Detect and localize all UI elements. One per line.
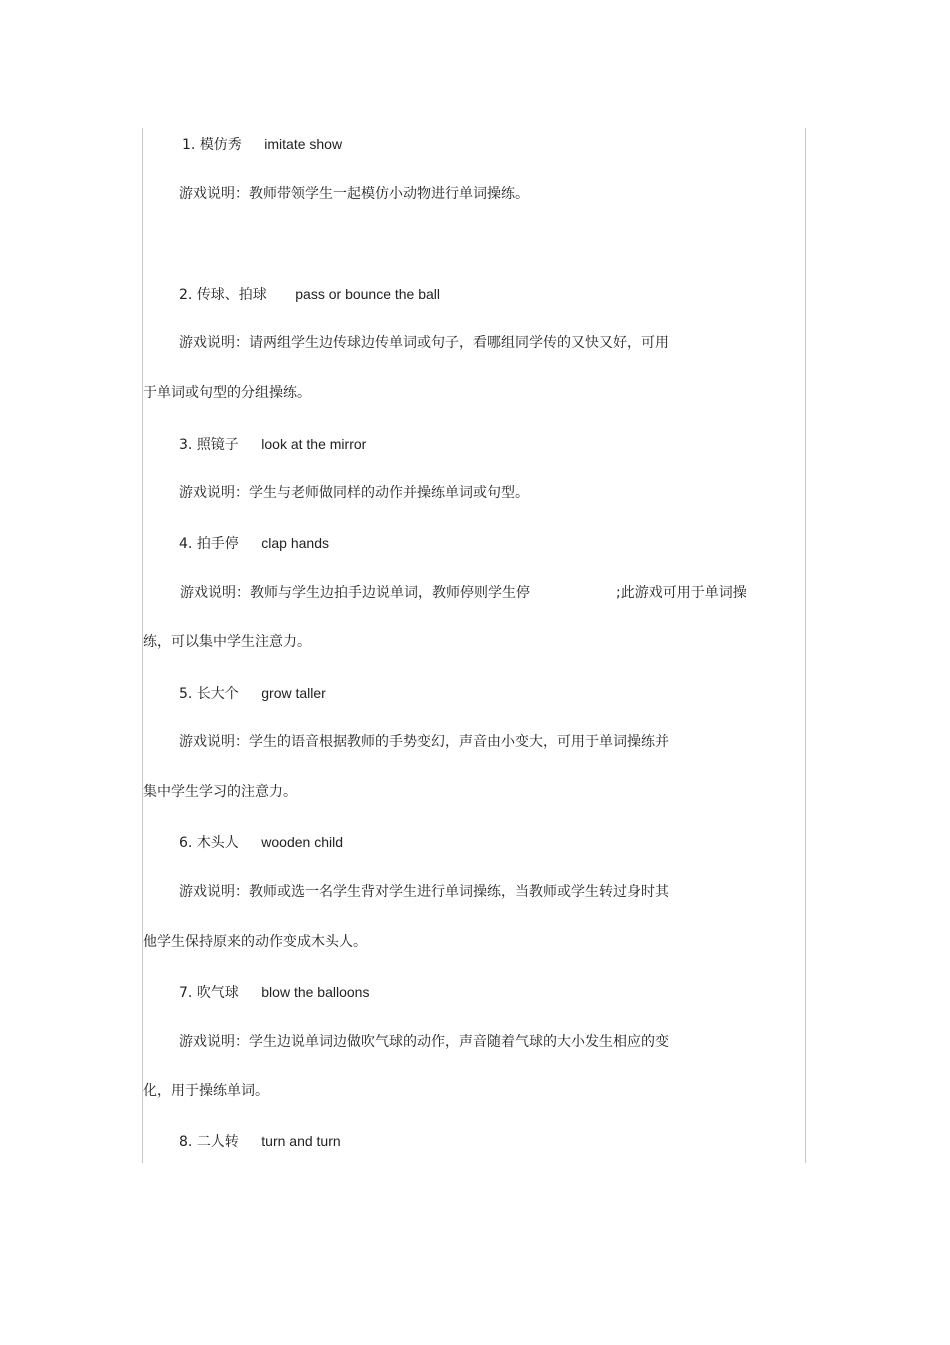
game-5-description: 游戏说明：学生的语音根据教师的手势变幻，声音由小变大，可用于单词操练并: [179, 734, 669, 750]
game-6-title: [143, 832, 829, 852]
game-6-name-en: wooden child: [261, 834, 343, 850]
game-4-description-tail: ;此游戏可用于单词操: [616, 585, 747, 601]
game-1-title: [143, 134, 832, 154]
game-8-number: 8.: [179, 1134, 193, 1150]
game-4-name-cn: 拍手停: [196, 536, 239, 552]
game-7-name-en: blow the balloons: [261, 984, 370, 1000]
game-2-title: [143, 284, 829, 304]
game-7-description: 游戏说明：学生边说单词边做吹气球的动作，声音随着气球的大小发生相应的变: [179, 1034, 669, 1050]
game-7-number: 7.: [179, 985, 193, 1001]
game-4-number: 4.: [179, 536, 193, 552]
game-3-description: 游戏说明：学生与老师做同样的动作并操练单词或句型。: [179, 485, 529, 501]
game-2-name-cn: 传球、拍球: [196, 287, 267, 303]
game-3-name-cn: 照镜子: [196, 437, 239, 453]
game-7-title: [143, 982, 829, 1002]
game-4-name-en: clap hands: [261, 535, 329, 551]
game-4-title: [143, 533, 829, 553]
game-3-number: 3.: [179, 437, 193, 453]
game-3-title: [143, 434, 829, 454]
game-3-name-en: look at the mirror: [261, 436, 367, 452]
game-6-description: 游戏说明：教师或选一名学生背对学生进行单词操练，当教师或学生转过身时其: [179, 884, 669, 900]
game-7-description-cont: 化，用于操练单词。: [143, 1083, 269, 1099]
game-6-description-cont: 他学生保持原来的动作变成木头人。: [143, 934, 367, 950]
game-4-description-cont: 练，可以集中学生注意力。: [143, 634, 311, 650]
game-4-description-main: 游戏说明：教师与学生边拍手边说单词，教师停则学生停: [180, 585, 530, 601]
game-8-name-en: turn and turn: [261, 1133, 341, 1149]
game-5-number: 5.: [179, 686, 193, 702]
game-1-description: 游戏说明：教师带领学生一起模仿小动物进行单词操练。: [179, 186, 529, 202]
game-2-description: 游戏说明：请两组学生边传球边传单词或句子，看哪组同学传的又快又好，可用: [179, 335, 669, 351]
game-4-description: [143, 583, 830, 603]
game-1-name-cn: 模仿秀: [199, 137, 242, 153]
game-6-number: 6.: [179, 835, 193, 851]
game-1-name-en: imitate show: [264, 136, 343, 152]
game-2-number: 2.: [179, 287, 193, 303]
game-5-name-en: grow taller: [261, 685, 326, 701]
game-1-number: 1.: [182, 137, 196, 153]
game-8-name-cn: 二人转: [196, 1134, 239, 1150]
game-5-name-cn: 长大个: [196, 686, 239, 702]
game-6-name-cn: 木头人: [196, 835, 239, 851]
game-5-title: [143, 683, 829, 703]
game-5-description-cont: 集中学生学习的注意力。: [143, 784, 297, 800]
game-8-title: [143, 1131, 829, 1151]
game-2-name-en: pass or bounce the ball: [295, 286, 441, 302]
game-7-name-cn: 吹气球: [196, 985, 239, 1001]
game-2-description-cont: 于单词或句型的分组操练。: [143, 385, 311, 401]
